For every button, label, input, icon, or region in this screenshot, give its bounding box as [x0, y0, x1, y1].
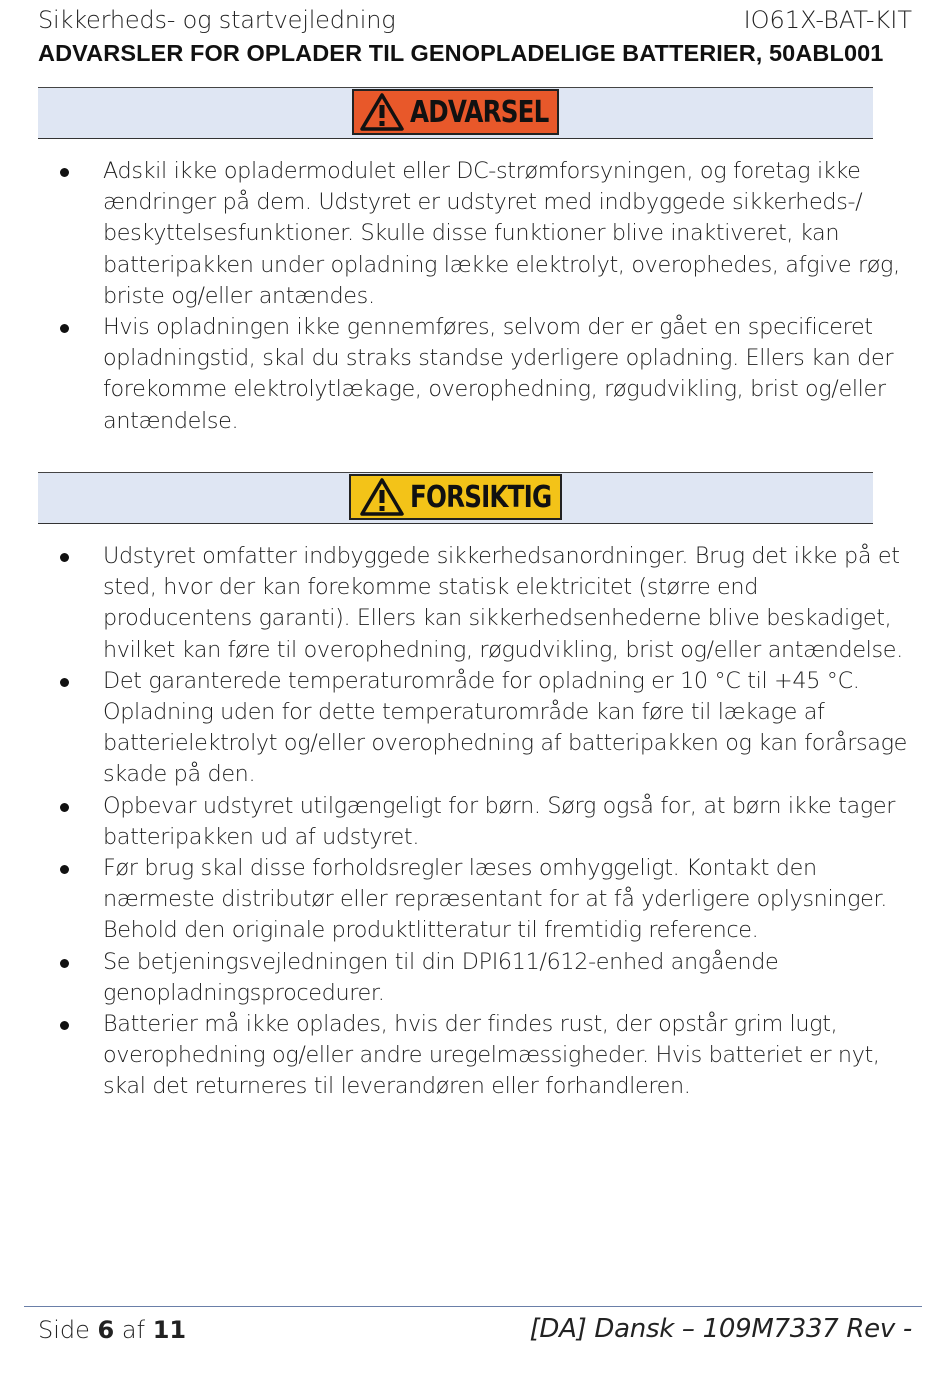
caution-list	[0, 541, 913, 1103]
warning-triangle-icon	[360, 478, 404, 516]
caution-badge	[349, 474, 562, 520]
header-product-code: IO61X-BAT-KIT	[743, 6, 912, 34]
footer-doc-reference: [DA] Dansk – 109M7337 Rev -	[529, 1314, 912, 1344]
document-title: ADVARSLER FOR OPLADER TIL GENOPLADELIGE BATTERIER, 50ABL001	[38, 40, 884, 66]
list-item: Det garanterede temperaturområde for opladning er 10 °C til +45 °C. Opladning uden for dette temperaturområde kan føre til lækage af batterielektrolyt og/eller overophedning af batteripakken og kan forårsage skade på den.	[0, 666, 913, 791]
header-guide-title: Sikkerheds- og startvejledning	[38, 6, 396, 34]
list-item: Udstyret omfatter indbyggede sikkerhedsanordninger. Brug det ikke på et sted, hvor der kan forekomme statisk elektricitet (større end producentens garanti). Ellers kan sikkerhedsenhederne blive beskadiget, hvilket kan føre til overophedning, røgudvikling, brist og/eller antændelse.	[0, 541, 913, 666]
page-current: 6	[97, 1316, 115, 1344]
page-prefix: Side	[38, 1316, 90, 1344]
list-item: Batterier må ikke oplades, hvis der findes rust, der opstår grim lugt, overophedning og/eller andre uregelmæssigheder. Hvis batteriet er nyt, skal det returneres til leverandøren eller forhandleren.	[0, 1009, 913, 1103]
warning-triangle-icon	[360, 93, 404, 131]
list-item: Opbevar udstyret utilgængeligt for børn. Sørg også for, at børn ikke tager batteripakken ud af udstyret.	[0, 791, 913, 853]
footer-divider	[24, 1306, 922, 1307]
page-number	[38, 1316, 186, 1344]
page-separator: af	[121, 1316, 146, 1344]
warning-badge	[352, 89, 559, 135]
list-item: Før brug skal disse forholdsregler læses omhyggeligt. Kontakt den nærmeste distributør eller repræsentant for at få yderligere oplysninger. Behold den originale produktlitteratur til fremtidig reference.	[0, 853, 913, 947]
warning-label: ADVARSEL	[410, 94, 549, 130]
list-item: Hvis opladningen ikke gennemføres, selvom der er gået en specificeret opladningstid, skal du straks standse yderligere opladning. Ellers kan der forekomme elektrolytlækage, overophedning, røgudvikling, brist og/eller antændelse.	[0, 312, 913, 437]
list-item: Adskil ikke opladermodulet eller DC-strømforsyningen, og foretag ikke ændringer på dem. Udstyret er udstyret med indbyggede sikkerheds-/ beskyttelsesfunktioner. Skulle disse funktioner blive inaktiveret, kan batteripakken under opladning lække elektrolyt, overophedes, afgive røg, briste og/eller antændes.	[0, 156, 913, 312]
warning-banner	[38, 87, 873, 139]
caution-label: FORSIKTIG	[410, 479, 552, 515]
warning-list	[0, 156, 913, 437]
list-item: Se betjeningsvejledningen til din DPI611/612-enhed angående genopladningsprocedurer.	[0, 947, 913, 1009]
page-total: 11	[152, 1316, 187, 1344]
caution-banner	[38, 472, 873, 524]
